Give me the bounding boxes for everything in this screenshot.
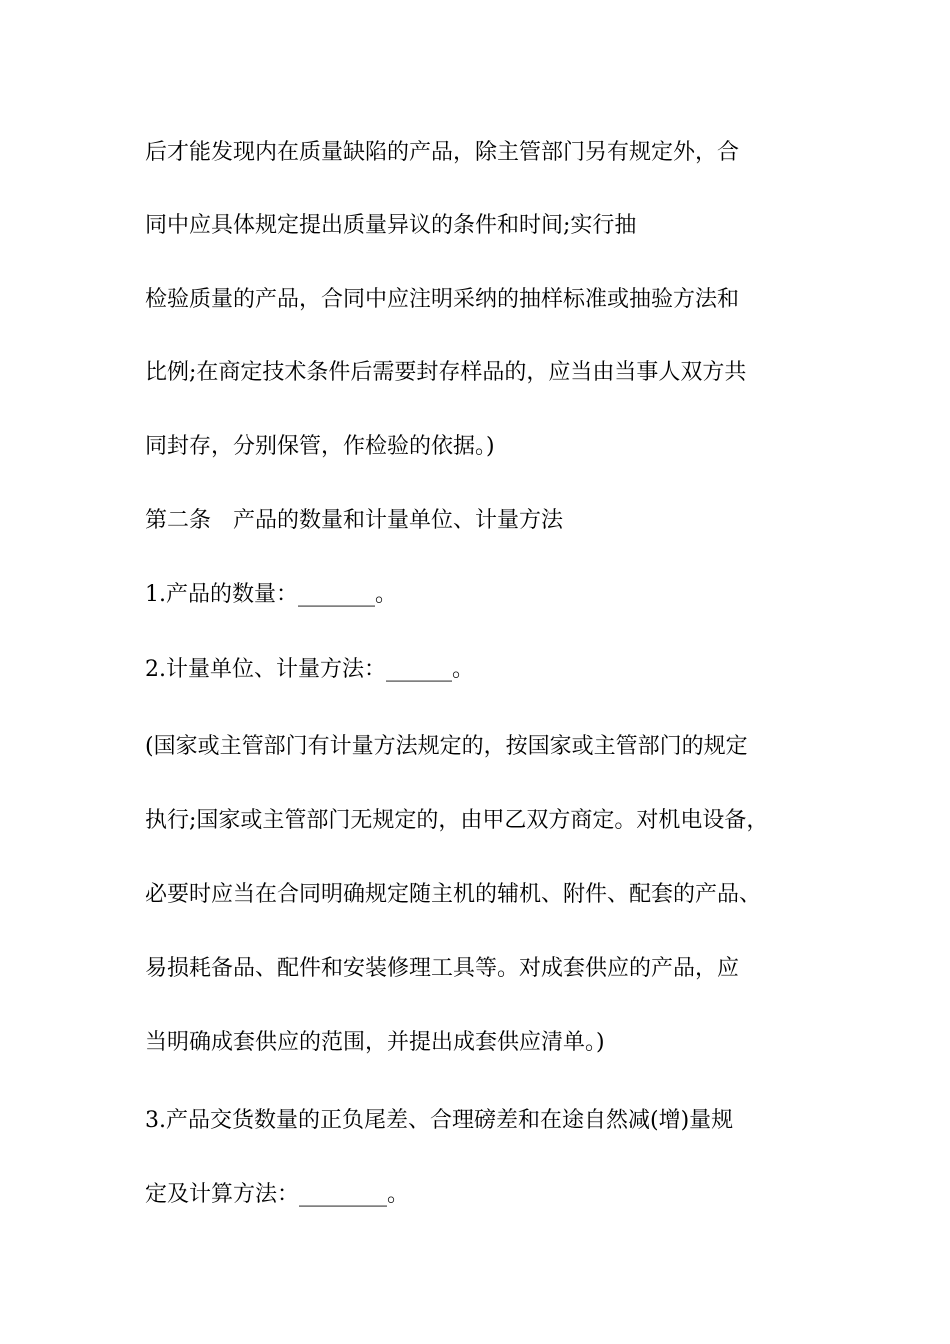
text-line: 定及计算方法：________。 (145, 1182, 410, 1207)
text-line: 当明确成套供应的范围，并提出成套供应清单。) (145, 1030, 605, 1055)
text-line: 必要时应当在合同明确规定随主机的辅机、附件、配套的产品、 (145, 882, 762, 907)
text-line: 3.产品交货数量的正负尾差、合理磅差和在途自然减(增)量规 (145, 1108, 734, 1133)
text-line: 同中应具体规定提出质量异议的条件和时间;实行抽 (145, 213, 637, 238)
text-line: 同封存，分别保管，作检验的依据。) (145, 434, 495, 459)
section-heading: 第二条 产品的数量和计量单位、计量方法 (145, 508, 564, 533)
text-line: 2.计量单位、计量方法：______。 (145, 657, 474, 682)
text-line: 检验质量的产品，合同中应注明采纳的抽样标准或抽验方法和 (145, 287, 740, 312)
text-line: 比例;在商定技术条件后需要封存样品的，应当由当事人双方共 (145, 360, 747, 385)
text-line: 1.产品的数量：_______。 (145, 582, 397, 607)
text-line: 执行;国家或主管部门无规定的，由甲乙双方商定。对机电设备， (145, 808, 769, 833)
text-line: 后才能发现内在质量缺陷的产品，除主管部门另有规定外，合 (145, 140, 740, 165)
text-line: (国家或主管部门有计量方法规定的，按国家或主管部门的规定 (145, 734, 748, 759)
text-line: 易损耗备品、配件和安装修理工具等。对成套供应的产品，应 (145, 956, 740, 981)
